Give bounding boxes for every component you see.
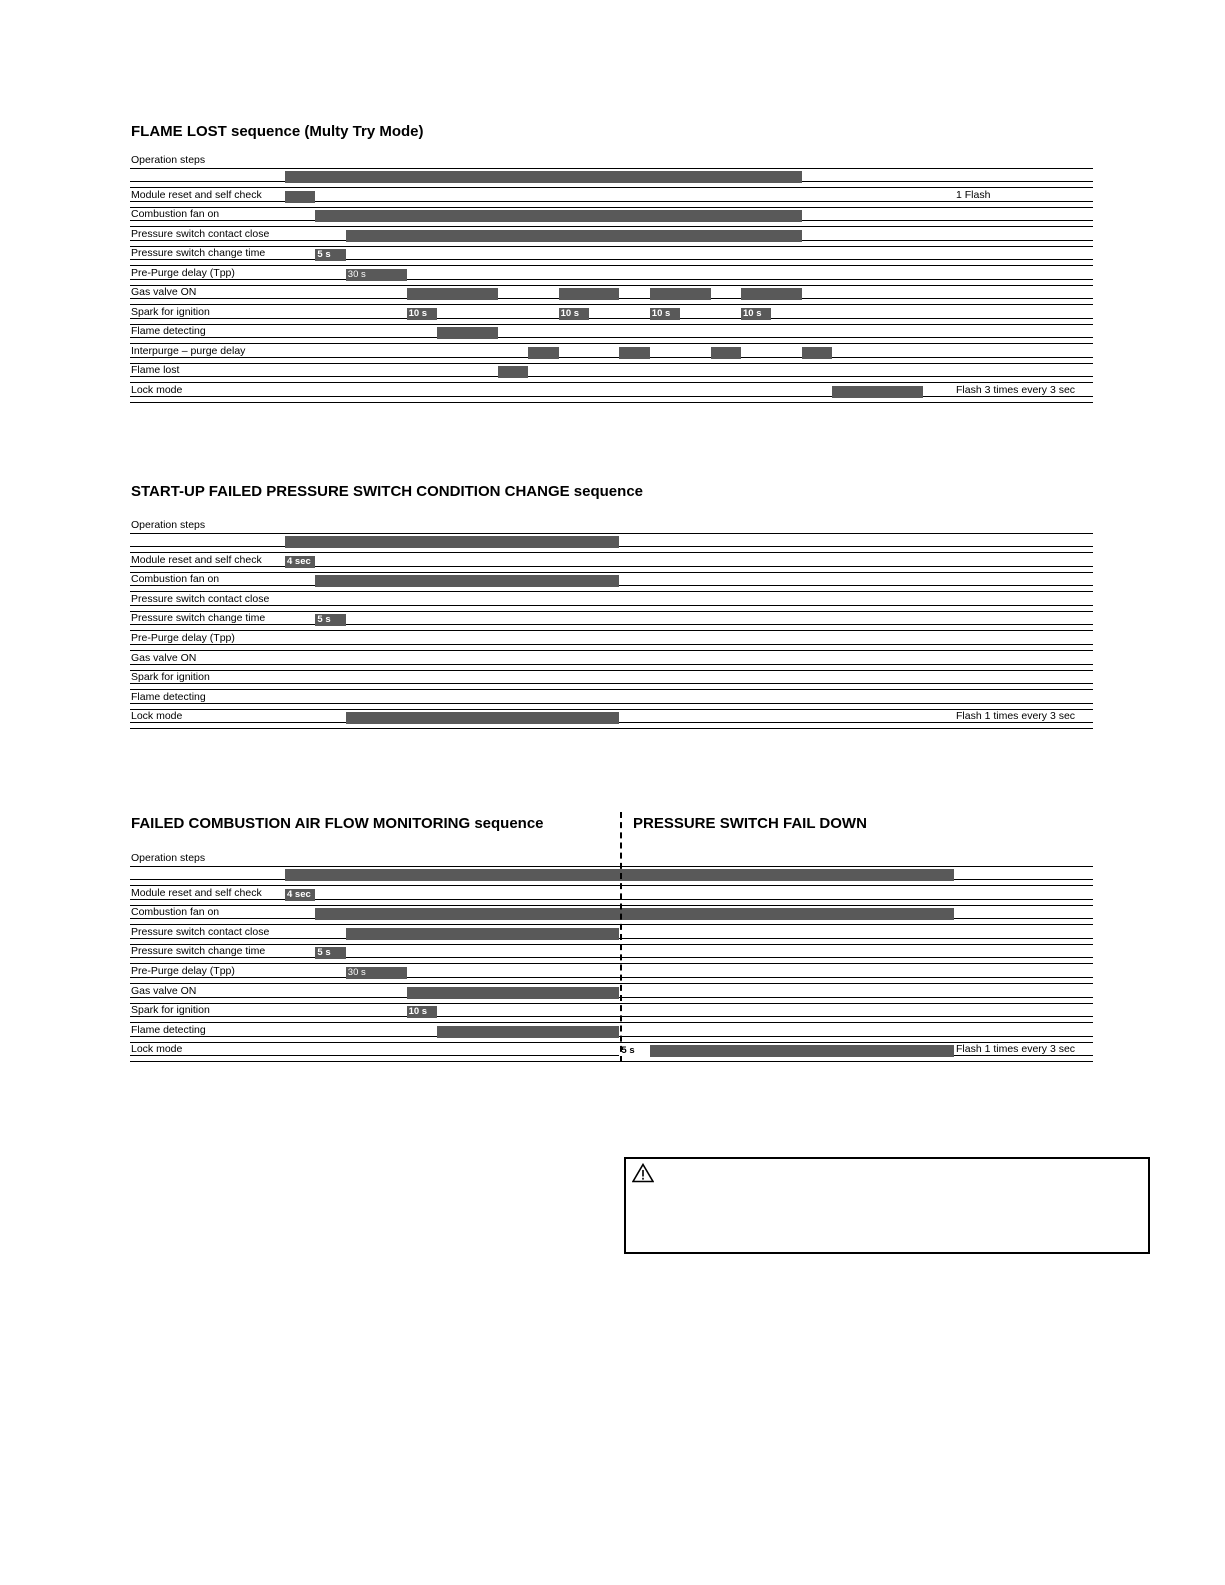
timing-bar	[285, 191, 315, 203]
phase-divider	[620, 812, 622, 1062]
timing-bar	[437, 1026, 619, 1038]
row-divider	[130, 324, 1093, 325]
timing-bar	[437, 327, 498, 339]
timing-bar	[407, 288, 498, 300]
timing-bar	[346, 230, 802, 242]
row-label: Flame detecting	[131, 1023, 206, 1036]
row-divider	[130, 899, 1093, 900]
row-divider	[130, 572, 1093, 573]
row-label: Pressure switch change time	[131, 247, 266, 259]
diagram-title: START-UP FAILED PRESSURE SWITCH CONDITION CHANGE sequence	[131, 483, 643, 500]
row-divider	[130, 201, 1093, 202]
row-divider	[130, 376, 1093, 377]
row-divider	[130, 566, 1093, 567]
row-label: Flame lost	[131, 364, 180, 376]
row-note: Flash 1 times every 3 sec	[956, 710, 1076, 723]
row-divider	[130, 402, 1093, 403]
row-label: Pressure switch contact close	[131, 592, 270, 605]
row-divider	[130, 552, 1093, 553]
row-divider	[130, 1061, 1093, 1062]
row-divider	[130, 396, 1093, 397]
row-divider	[130, 664, 1093, 665]
row-divider	[130, 709, 1093, 710]
row-label: Combustion fan on	[131, 906, 220, 919]
timing-bar: 5 s	[315, 614, 345, 626]
row-divider	[130, 703, 1093, 704]
timing-bar	[619, 347, 649, 359]
timing-bar: 30 s	[346, 967, 407, 979]
row-divider	[130, 246, 1093, 247]
row-divider	[130, 187, 1093, 188]
timing-bar	[650, 288, 711, 300]
timing-bar	[650, 1045, 954, 1057]
row-divider	[130, 265, 1093, 266]
timing-bar	[407, 987, 620, 999]
row-divider	[130, 207, 1093, 208]
timing-bar: 5 s	[315, 947, 345, 959]
row-divider	[130, 304, 1093, 305]
timing-bar: 10 s	[741, 308, 771, 320]
diagram-title-secondary: PRESSURE SWITCH FAIL DOWN	[633, 815, 867, 832]
row-label: Pressure switch contact close	[131, 925, 270, 938]
row-label: Pressure switch contact close	[131, 227, 270, 240]
timing-bar: 10 s	[559, 308, 589, 320]
timing-bar: 10 s	[650, 308, 680, 320]
timing-bar	[285, 536, 619, 548]
row-divider	[130, 885, 1093, 886]
row-divider	[130, 683, 1093, 684]
row-divider	[130, 611, 1093, 612]
row-divider	[130, 983, 1093, 984]
row-divider	[130, 1003, 1093, 1004]
row-divider	[130, 285, 1093, 286]
row-divider	[130, 624, 1093, 625]
row-divider	[130, 357, 1093, 358]
row-label: Pre-Purge delay (Tpp)	[131, 266, 235, 279]
row-divider	[130, 605, 1093, 606]
row-label: Spark for ignition	[131, 1004, 210, 1017]
timing-bar	[315, 210, 801, 222]
row-label: Pre-Purge delay (Tpp)	[131, 965, 235, 977]
row-divider	[130, 977, 1093, 978]
diagram-title: FAILED COMBUSTION AIR FLOW MONITORING sequence	[131, 815, 544, 832]
row-divider	[130, 343, 1093, 344]
timing-bar: 5 s	[619, 1045, 649, 1057]
timing-bar	[802, 347, 832, 359]
timing-bar	[346, 928, 620, 940]
row-divider	[130, 1016, 1093, 1017]
row-divider	[130, 168, 1093, 169]
row-divider	[130, 1022, 1093, 1023]
row-divider	[130, 382, 1093, 383]
timing-bar	[528, 347, 558, 359]
timing-bar: 10 s	[407, 1006, 437, 1018]
timing-bar	[711, 347, 741, 359]
row-note: 1 Flash	[956, 188, 991, 201]
row-label: Combustion fan on	[131, 573, 220, 586]
row-divider	[130, 226, 1093, 227]
row-note: Flash 3 times every 3 sec	[956, 383, 1076, 396]
timing-bar: 4 sec	[285, 556, 315, 568]
row-label: Pressure switch change time	[131, 945, 266, 958]
operation-steps-label: Operation steps	[131, 852, 206, 864]
row-divider	[130, 650, 1093, 651]
timing-bar	[498, 366, 528, 378]
operation-steps-label: Operation steps	[131, 154, 206, 166]
row-divider	[130, 670, 1093, 671]
row-divider	[130, 905, 1093, 906]
row-divider	[130, 644, 1093, 645]
row-divider	[130, 944, 1093, 945]
timing-bar	[315, 575, 619, 587]
timing-bar: 5 s	[315, 249, 345, 261]
timing-bar	[559, 288, 620, 300]
timing-bar: 10 s	[407, 308, 437, 320]
timing-bar	[315, 908, 953, 920]
row-label: Gas valve ON	[131, 651, 197, 664]
row-label: Interpurge – purge delay	[131, 344, 246, 357]
row-label: Lock mode	[131, 383, 183, 396]
row-divider	[130, 363, 1093, 364]
row-label: Flame detecting	[131, 690, 206, 703]
row-divider	[130, 866, 1093, 867]
row-divider	[130, 689, 1093, 690]
row-divider	[130, 279, 1093, 280]
timing-bar	[346, 712, 620, 724]
row-label: Pressure switch change time	[131, 612, 266, 625]
row-label: Spark for ignition	[131, 671, 210, 684]
row-divider	[130, 630, 1093, 631]
row-divider	[130, 924, 1093, 925]
timing-bar	[741, 288, 802, 300]
row-label: Flame detecting	[131, 325, 206, 337]
diagram-title: FLAME LOST sequence (Multy Try Mode)	[131, 123, 424, 140]
row-divider	[130, 591, 1093, 592]
row-divider	[130, 318, 1093, 319]
row-divider	[130, 728, 1093, 729]
row-label: Lock mode	[131, 1043, 183, 1056]
warning-box	[624, 1157, 1150, 1254]
timing-bar	[285, 171, 802, 183]
row-divider	[130, 963, 1093, 964]
row-label: Module reset and self check	[131, 188, 262, 201]
row-divider	[130, 957, 1093, 958]
row-divider	[130, 1042, 1093, 1043]
row-label: Gas valve ON	[131, 286, 197, 298]
row-label: Pre-Purge delay (Tpp)	[131, 632, 235, 644]
row-label: Combustion fan on	[131, 208, 220, 220]
operation-steps-label: Operation steps	[131, 519, 206, 531]
row-divider	[130, 259, 1093, 260]
row-label: Module reset and self check	[131, 553, 262, 566]
row-label: Spark for ignition	[131, 305, 210, 318]
timing-bar: 30 s	[346, 269, 407, 281]
timing-bar: 4 sec	[285, 889, 315, 901]
row-note: Flash 1 times every 3 sec	[956, 1043, 1076, 1056]
row-divider	[130, 533, 1093, 534]
row-label: Module reset and self check	[131, 886, 262, 899]
warning-triangle-icon	[632, 1163, 654, 1183]
row-divider	[130, 337, 1093, 338]
timing-bar	[832, 386, 923, 398]
row-label: Gas valve ON	[131, 984, 197, 997]
row-label: Lock mode	[131, 710, 183, 723]
